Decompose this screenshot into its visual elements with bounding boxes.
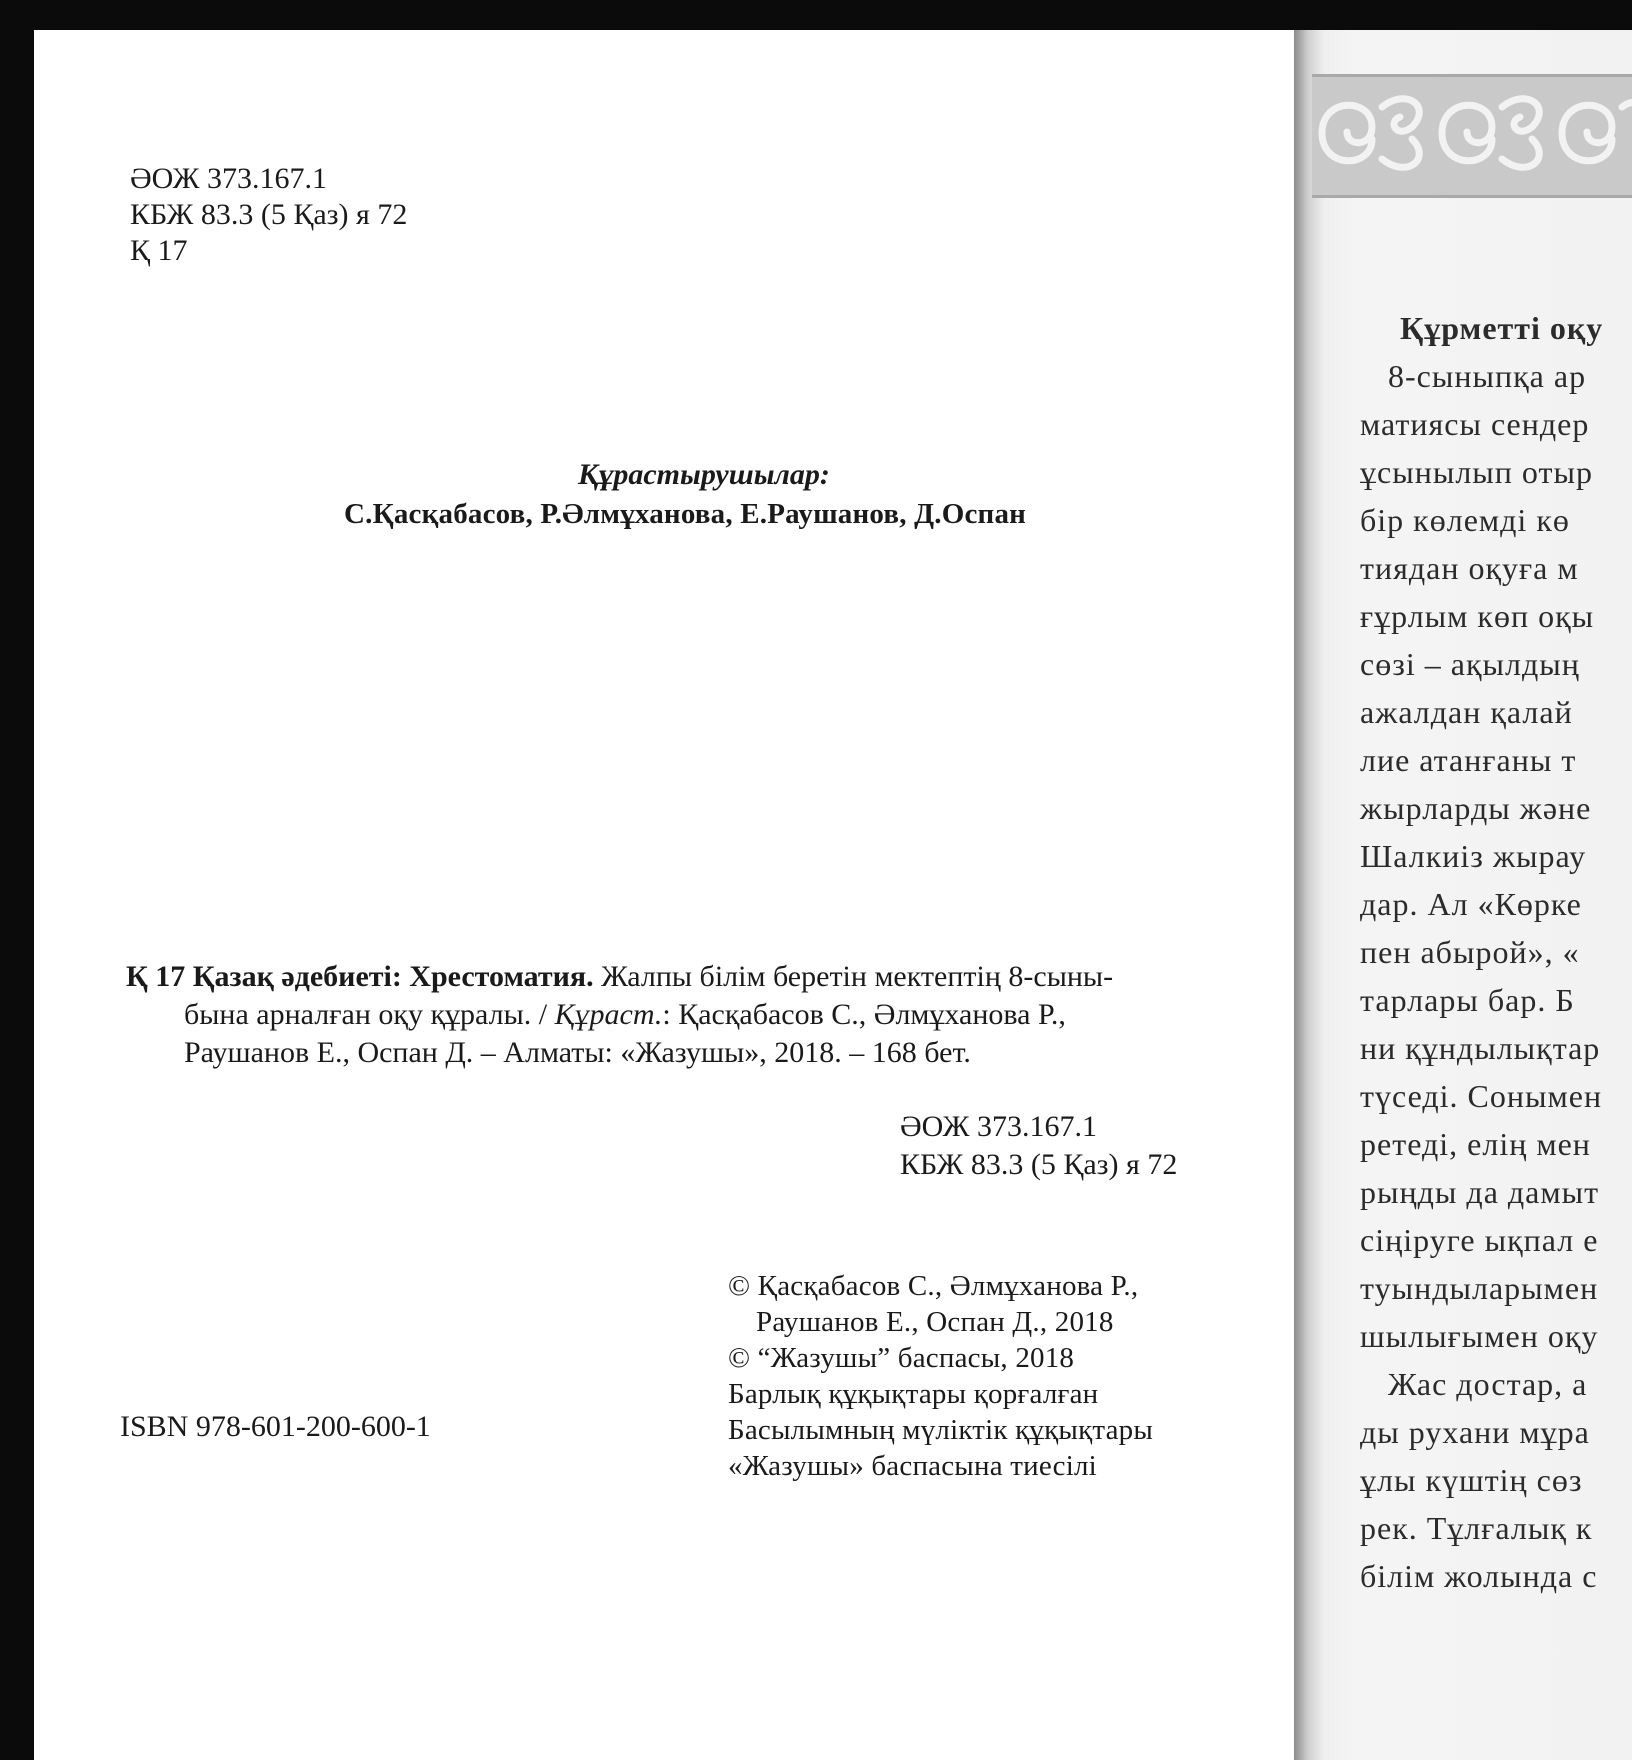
bib-index: Қ 17 xyxy=(126,960,186,993)
copyright-line-5: Басылымның мүліктік құқықтары xyxy=(728,1414,1154,1446)
bib-line2-end: : Қасқабасов С., Әлмұханова Р., xyxy=(662,998,1066,1031)
right-line: ажалдан қалай xyxy=(1360,694,1573,730)
bib-compiler-label: Құраст. xyxy=(554,998,663,1031)
right-line: шылығымен оқу xyxy=(1360,1318,1599,1354)
right-line: жырларды және xyxy=(1360,790,1592,826)
right-line: ғұрлым көп оқы xyxy=(1360,598,1595,634)
right-heading: Құрметті оқу xyxy=(1400,310,1604,346)
right-line: бір көлемді кө xyxy=(1360,502,1570,538)
right-line: сіңіруге ықпал е xyxy=(1360,1222,1599,1258)
bib-title: Қазақ әдебиеті: Хрестоматия. xyxy=(192,960,594,993)
right-line: туындыларымен xyxy=(1360,1270,1599,1306)
right-line: білім жолында с xyxy=(1360,1558,1598,1594)
right-line: ды рухани мұра xyxy=(1360,1414,1590,1450)
udc-code-bib: ӘОЖ 373.167.1 xyxy=(900,1110,1097,1143)
udc-code-top: ӘОЖ 373.167.1 xyxy=(130,162,327,195)
right-line: түседі. Сонымен xyxy=(1360,1078,1603,1114)
right-line: 8-сыныпқа ар xyxy=(1388,358,1587,394)
bib-line-2 xyxy=(184,998,1066,1032)
copyright-line-1: © Қасқабасов С., Әлмұханова Р., xyxy=(728,1270,1139,1302)
copyright-line-2: Раушанов Е., Оспан Д., 2018 xyxy=(756,1306,1114,1338)
isbn: ISBN 978-601-200-600-1 xyxy=(120,1410,431,1443)
bib-line-1 xyxy=(126,960,1113,994)
bib-line1-rest: Жалпы білім беретін мектептің 8-сыны- xyxy=(601,960,1114,993)
copyright-line-4: Барлық құқықтары қорғалған xyxy=(728,1378,1099,1410)
right-page xyxy=(1294,30,1632,1760)
right-line: сөзі – ақылдың xyxy=(1360,646,1580,682)
bbk-code-bib: КБЖ 83.3 (5 Қаз) я 72 xyxy=(900,1148,1178,1181)
right-line: ни құндылықтар xyxy=(1360,1030,1601,1066)
compilers-names: С.Қасқабасов, Р.Әлмұханова, Е.Раушанов, Д.Оспан xyxy=(344,498,1027,530)
right-line: лие атанғаны т xyxy=(1360,742,1577,778)
right-line: ұлы күштің сөз xyxy=(1360,1462,1583,1498)
right-line: ретеді, елің мен xyxy=(1360,1126,1591,1162)
right-line: Шалкиіз жырау xyxy=(1360,838,1587,874)
right-line: ұсынылып отыр xyxy=(1360,454,1593,490)
right-page-text xyxy=(1294,30,1632,1760)
right-line: рек. Тұлғалық к xyxy=(1360,1510,1593,1546)
left-page xyxy=(34,30,1294,1760)
right-line: пен абырой», « xyxy=(1360,934,1580,970)
copyright-line-3: © “Жазушы” баспасы, 2018 xyxy=(728,1342,1075,1374)
right-line: дар. Ал «Көрке xyxy=(1360,886,1582,922)
compilers-heading: Құрастырушылар: xyxy=(578,458,830,491)
right-line: матиясы сендер xyxy=(1360,406,1590,442)
author-sign-top: Қ 17 xyxy=(130,234,188,267)
right-line: тарлары бар. Б xyxy=(1360,982,1575,1018)
bbk-code-top: КБЖ 83.3 (5 Қаз) я 72 xyxy=(130,198,408,231)
right-line: тиядан оқуға м xyxy=(1360,550,1579,586)
bib-line2-start: бына арналған оқу құралы. / xyxy=(184,998,555,1031)
right-line: рыңды да дамыт xyxy=(1360,1174,1600,1210)
bib-line-3: Раушанов Е., Оспан Д. – Алматы: «Жазушы», 2018. – 168 бет. xyxy=(184,1036,971,1069)
copyright-line-6: «Жазушы» баспасына тиесілі xyxy=(728,1450,1097,1482)
right-line: Жас достар, а xyxy=(1388,1366,1588,1402)
